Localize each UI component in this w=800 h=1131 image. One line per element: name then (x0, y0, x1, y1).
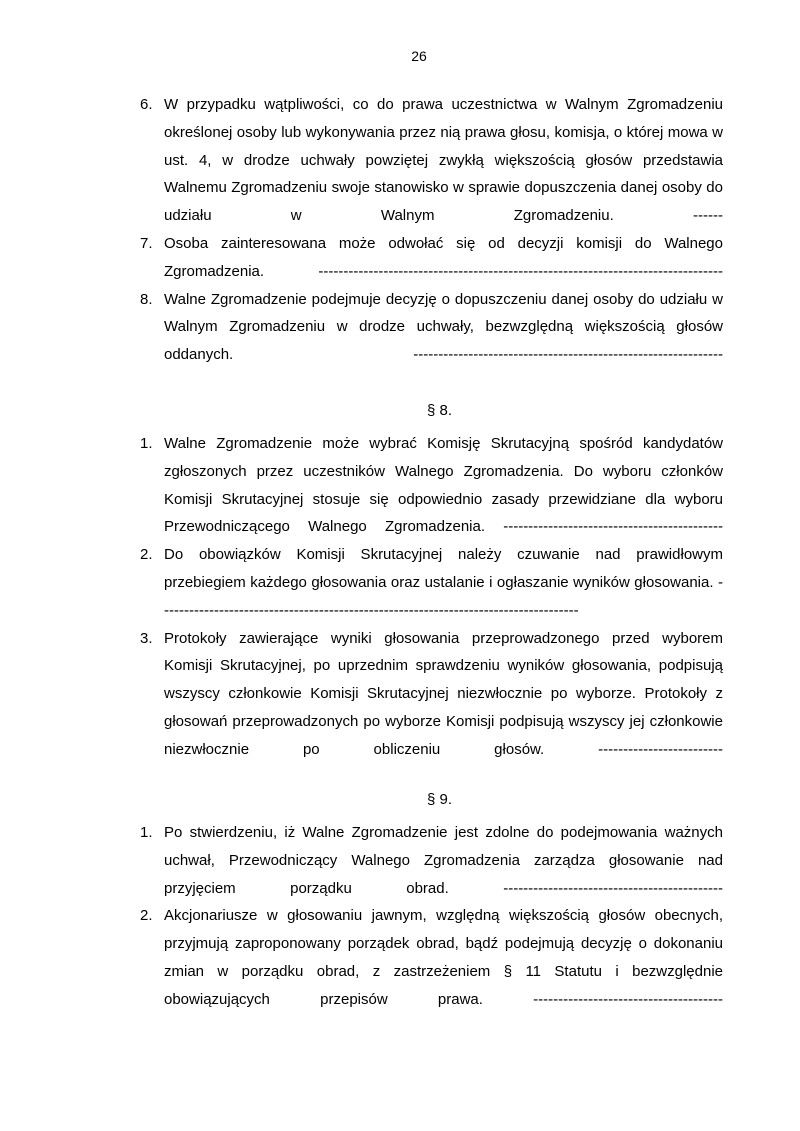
item-number: 6. (140, 96, 153, 113)
item-number: 7. (140, 234, 153, 252)
item-text: Osoba zainteresowana może odwołać się od decyzji komisji do Walnego Zgromadzenia. --------------------------------------------------------------------------------- (164, 234, 723, 280)
section-continued-items (140, 91, 723, 369)
item-text: Akcjonariusze w głosowaniu jawnym, względną większością głosów obecnych, przyjmują zaproponowany porządek obrad, bądź podejmują decyzję o dokonaniu zmian w porządku obrad, z zastrzeżeniem § 11 Statutu i bezwzględnie obowiązujących przepisów prawa. -------------------------------------- (164, 907, 723, 1008)
list-item (140, 430, 723, 541)
item-text: W przypadku wątpliwości, co do prawa uczestnictwa w Walnym Zgromadzeniu określonej osoby lub wykonywania przez nią prawa głosu, komisja, o której mowa w ust. 4, w drodze uchwały powziętej zwykłą większością głosów przedstawia Walnemu Zgromadzeniu swoje stanowisko w sprawie dopuszczenia danej osoby do udziału w Walnym Zgromadzeniu. ------ (164, 96, 723, 225)
item-text: Do obowiązków Komisji Skrutacyjnej należy czuwanie nad prawidłowym przebiegiem każdego głosowania oraz ustalanie i ogłaszanie wyników głosowania. ------------------------------------------------------------------------------------ (164, 546, 723, 619)
section-title: § 9. (426, 791, 453, 808)
item-number: 2. (140, 546, 153, 564)
section-paragraph-9 (140, 791, 723, 1014)
item-number: 1. (140, 824, 153, 841)
list-item (140, 902, 723, 1013)
item-text: Walne Zgromadzenie podejmuje decyzję o dopuszczeniu danej osoby do udziału w Walnym Zgromadzeniu w drodze uchwały, bezwzględną większością głosów oddanych. -------------------------------------------------------------- (164, 290, 723, 364)
list-item (140, 625, 723, 764)
section-paragraph-8 (140, 402, 723, 764)
list-item (140, 819, 723, 902)
item-text: Protokoły zawierające wyniki głosowania przeprowadzonego przed wyborem Komisji Skrutacyjnej, po uprzednim sprawdzeniu wyników głosowania, podpisują wszyscy członkowie Komisji Skrutacyjnej niezwłocznie po wyborze. Protokoły z głosowań przeprowadzonych po wyborze Komisji podpisują wszyscy jej członkowie niezwłocznie po obliczeniu głosów. ------------------------- (164, 629, 723, 758)
list-item (140, 91, 723, 230)
list-item (140, 286, 723, 369)
item-number: 2. (140, 907, 153, 925)
item-number: 3. (140, 629, 153, 647)
page-number: 26 (411, 48, 427, 64)
item-text: Walne Zgromadzenie może wybrać Komisję Skrutacyjną spośród kandydatów zgłoszonych przez uczestników Walnego Zgromadzenia. Do wyboru członków Komisji Skrutacyjnej stosuje się odpowiednio zasady przewidziane dla wyboru Przewodniczącego Walnego Zgromadzenia. -------------------------------------------- (164, 435, 723, 536)
item-text: Po stwierdzeniu, iż Walne Zgromadzenie jest zdolne do podejmowania ważnych uchwał, Przewodniczący Walnego Zgromadzenia zarządza głosowanie nad przyjęciem porządku obrad. -------------------------------------------- (164, 824, 723, 897)
section-title: § 8. (426, 402, 453, 419)
item-number: 1. (140, 435, 153, 452)
list-item (140, 541, 723, 624)
list-item (140, 230, 723, 286)
item-number: 8. (140, 290, 153, 308)
